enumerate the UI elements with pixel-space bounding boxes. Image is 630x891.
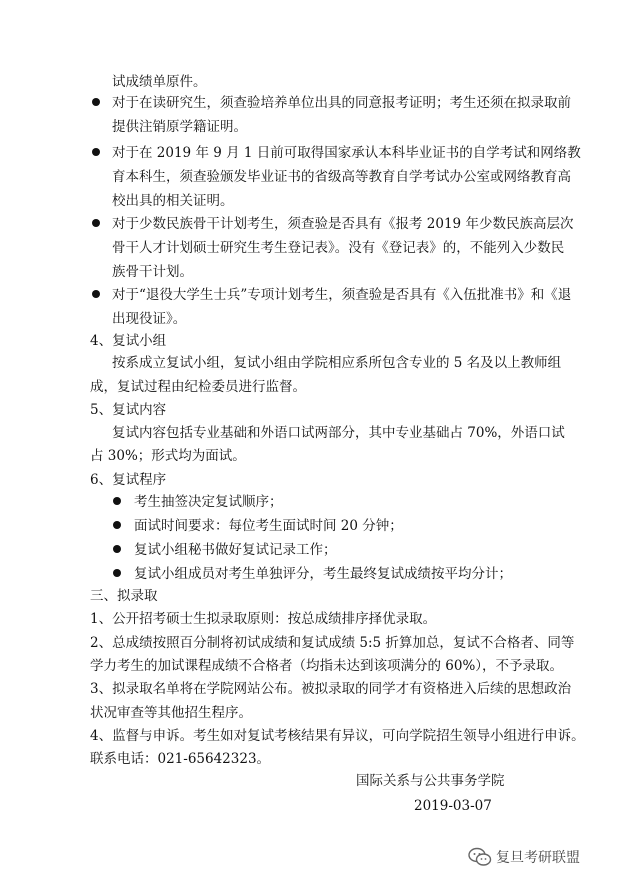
watermark-text: 复旦考研联盟 xyxy=(496,850,580,866)
section-4-heading: 4、复试小组 xyxy=(90,333,167,349)
check-item-4-line-1: 对于“退役大学生士兵”专项计划考生，须查验是否具有《入伍批准书》和《退 xyxy=(112,287,572,303)
section-6-heading: 6、复试程序 xyxy=(90,472,167,488)
admission-p4-line-2: 联系电话：021-65642323。 xyxy=(90,751,271,767)
section-5-line-2: 占 30%；形式均为面试。 xyxy=(90,448,246,464)
check-item-1-line-1: 对于在读研究生，须查验培养单位出具的同意报考证明；考生还须在拟录取前 xyxy=(112,95,571,111)
check-item-2-line-1: 对于在 2019 年 9 月 1 日前可取得国家承认本科毕业证书的自学考试和网络教 xyxy=(112,145,581,161)
check-item-3-line-3: 族骨干计划。 xyxy=(112,264,193,280)
bullet-dot xyxy=(113,569,121,577)
section-three-heading: 三、拟录取 xyxy=(90,588,158,604)
bullet-dot xyxy=(92,148,100,156)
bullet-dot xyxy=(113,521,121,529)
watermark xyxy=(468,846,580,868)
bullet-dot xyxy=(113,497,121,505)
bullet-dot xyxy=(92,219,100,227)
signature-org: 国际关系与公共事务学院 xyxy=(356,773,505,789)
admission-p3-line-2: 状况审查等其他招生程序。 xyxy=(90,705,252,721)
signature-date: 2019-03-07 xyxy=(414,798,492,814)
bullet-dot xyxy=(113,545,121,553)
admission-p2-line-2: 学力考生的加试课程成绩不合格者（均指未达到该项满分的 60%），不予录取。 xyxy=(90,658,564,674)
procedure-item-4: 复试小组成员对考生单独评分，考生最终复试成绩按平均分计； xyxy=(134,566,512,582)
continuation-line: 试成绩单原件。 xyxy=(112,74,207,90)
section-4-line-1: 按系成立复试小组，复试小组由学院相应系所包含专业的 5 名及以上教师组 xyxy=(112,355,562,371)
procedure-item-1: 考生抽签决定复试顺序； xyxy=(134,494,283,510)
section-4-line-2: 成，复试过程由纪检委员进行监督。 xyxy=(90,379,306,395)
bullet-dot xyxy=(92,98,100,106)
admission-p2-line-1: 2、总成绩按照百分制将初试成绩和复试成绩 5:5 折算加总，复试不合格者、同等 xyxy=(90,635,575,651)
procedure-item-2: 面试时间要求：每位考生面试时间 20 分钟； xyxy=(134,518,403,534)
bullet-dot xyxy=(92,290,100,298)
check-item-2-line-3: 校出具的相关证明。 xyxy=(112,193,234,209)
section-5-heading: 5、复试内容 xyxy=(90,402,167,418)
check-item-2-line-2: 育本科生，须查验颁发毕业证书的省级高等教育自学考试办公室或网络教育高 xyxy=(112,169,571,185)
wechat-icon xyxy=(468,846,492,868)
check-item-4-line-2: 出现役证》。 xyxy=(112,311,187,327)
procedure-item-3: 复试小组秘书做好复试记录工作； xyxy=(134,542,337,558)
admission-p3-line-1: 3、拟录取名单将在学院网站公布。被拟录取的同学才有资格进入后续的思想政治 xyxy=(90,681,572,697)
check-item-1-line-2: 提供注销原学籍证明。 xyxy=(112,119,247,135)
section-5-line-1: 复试内容包括专业基础和外语口试两部分，其中专业基础占 70%，外语口试 xyxy=(112,425,565,441)
check-item-3-line-1: 对于少数民族骨干计划考生，须查验是否具有《报考 2019 年少数民族高层次 xyxy=(112,216,574,232)
admission-p4-line-1: 4、监督与申诉。考生如对复试考核结果有异议，可向学院招生领导小组进行申诉。 xyxy=(90,728,585,744)
check-item-3-line-2: 骨干人才计划硕士研究生考生登记表》。没有《登记表》的，不能列入少数民 xyxy=(112,240,565,256)
admission-p1-line-1: 1、公开招考硕士生拟录取原则：按总成绩排序择优录取。 xyxy=(90,611,437,627)
